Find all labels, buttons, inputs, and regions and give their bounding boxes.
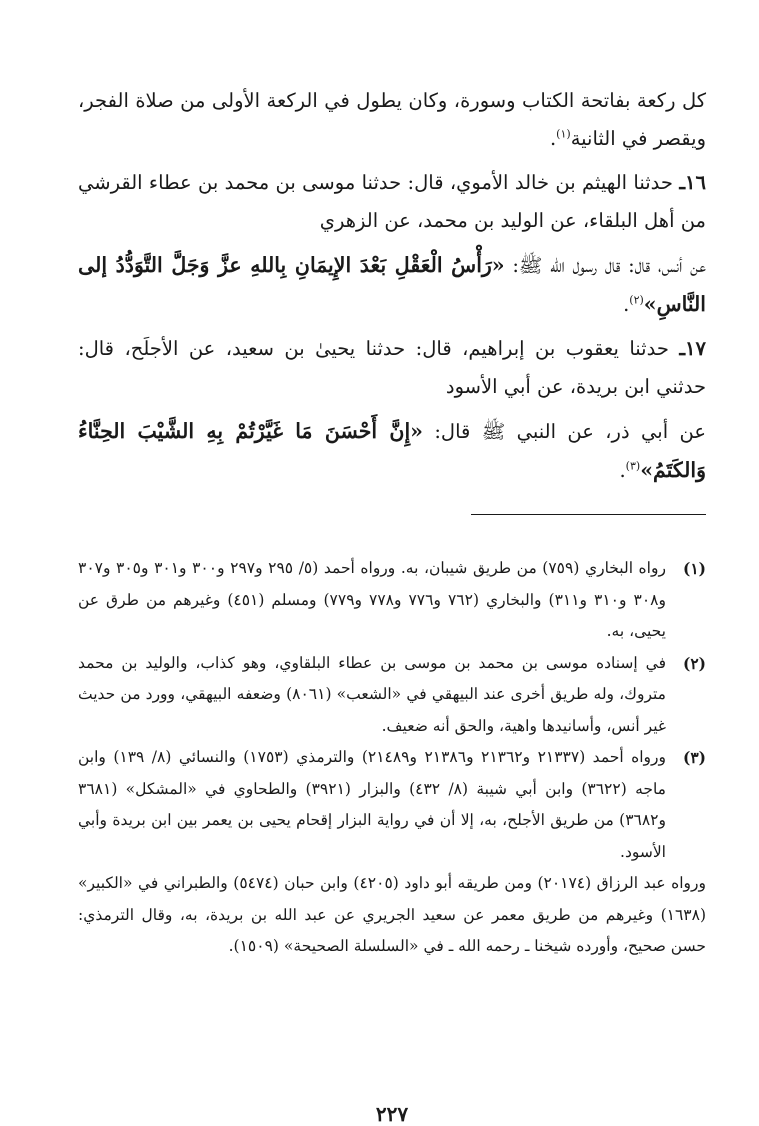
paragraph-text: كل ركعة بفاتحة الكتاب وسورة، وكان يطول في الركعة الأولى من صلاة الفجر، ويقصر في الثانية: [78, 89, 706, 150]
footnote-ref-3[interactable]: (٣): [625, 459, 641, 473]
hadith-17-matn: [78, 412, 706, 490]
footnote-number: (١): [682, 559, 706, 578]
hadith-16-isnad: [78, 164, 706, 240]
hadith-number-17: ١٧ـ: [679, 337, 706, 360]
paragraph-continuation: [78, 82, 706, 158]
footnote-separator: [471, 514, 706, 515]
footnote-text: [78, 742, 666, 868]
footnote-number: (٣): [682, 748, 706, 767]
hadith-16-matn-text: «رَأْسُ الْعَقْلِ بَعْدَ الإِيمَانِ بِاللهِ عزَّ وَجَلَّ التَّوَدُّدُ إلى النَّاسِ»: [78, 253, 706, 316]
hadith-16-isnad-text: حدثنا الهيثم بن خالد الأموي، قال: حدثنا موسى بن محمد بن عطاء القرشي من أهل البلقاء، عن الوليد بن محمد، عن الزهري: [78, 171, 706, 232]
hadith-number-16: ١٦ـ: [679, 171, 706, 194]
footnote-3-continuation: ورواه عبد الرزاق (٢٠١٧٤) ومن طريقه أبو داود (٤٢٠٥) وابن حبان (٥٤٧٤) والطبراني في «الكبير» (١٦٣٨) وغيرهم من طريق معمر عن سعيد الجريري عن عبد الله بن بريدة، به، وقال الترمذي: حسن صحيح، وأورده شيخنا ـ رحمه الله ـ في «السلسلة الصحيحة» (١٥٠٩).: [78, 874, 706, 955]
footnote-3: [78, 742, 706, 868]
footnote-separator-wrap: [78, 504, 706, 535]
footnote-text-part: ورواه أحمد (٢١٣٣٧ و٢١٣٦٢ و٢١٣٨٦ و٢١٤٨٩) والترمذي (١٧٥٣) والنسائي (٨/ ١٣٩) وابن ماجه (٣٦٢٢) وابن أبي شيبة (٨/ ٤٣٢) والبزار (٣٩٢١) والطحاوي في «المشكل» (٣٦٨١ و٣٦٨٢) من طريق الأجلح، به، إلا أن في رواية البزار إقحام يحيى بن يعمر بين ابن بريدة وأبي الأسود.: [78, 748, 666, 861]
footnote-1: [78, 553, 706, 648]
hadith-16-pre: عن أنس، قال: قال رسول الله ﷺ:: [512, 254, 706, 277]
hadith-17-isnad-text: حدثنا يعقوب بن إبراهيم، قال: حدثنا يحيىٰ بن سعيد، عن الأجلَح، قال: حدثني ابن بريدة، عن أبي الأسود: [78, 337, 706, 398]
hadith-17-isnad: [78, 330, 706, 406]
footnote-text: في إسناده موسى بن محمد بن موسى بن عطاء البلقاوي، وهو كذاب، والوليد بن محمد متروك، وله طريق أخرى عند البيهقي في «الشعب» (٨٠٦١) وضعفه البيهقي، وورد من حديث غير أنس، وأسانيدها واهية، والحق أنه ضعيف.: [78, 653, 666, 735]
footnotes: [78, 553, 706, 963]
footnote-2: [78, 648, 706, 743]
hadith-17-pre: عن أبي ذر، عن النبي ﷺ قال:: [434, 420, 706, 443]
main-text: [78, 82, 706, 490]
footnote-text: رواه البخاري (٧٥٩) من طريق شيبان، به. ورواه أحمد (٥/ ٢٩٥ و٢٩٧ و٣٠٠ و٣٠١ و٣٠٥ و٣٠٧ و٣٠٨ و٣١٠ و٣١١) والبخاري (٧٦٢ و٧٧٦ و٧٧٨ و٧٧٩) ومسلم (٤٥١) وغيرهم من طرق عن يحيى، به.: [78, 559, 666, 640]
footnote-ref-2[interactable]: (٢): [629, 293, 644, 307]
footnote-ref-1[interactable]: (١): [556, 127, 571, 141]
period: .: [549, 127, 557, 150]
page-number: ٢٢٧: [375, 1102, 409, 1126]
hadith-17-matn-text: «إِنَّ أَحْسَنَ مَا غَيَّرْتُمْ بِهِ الشَّيْبَ الحِنَّاءُ وَالكَتَمُ»: [78, 419, 706, 482]
period: .: [619, 459, 626, 482]
hadith-16-matn: [78, 246, 706, 324]
footnote-number: (٢): [682, 653, 706, 673]
book-page: [78, 82, 706, 1126]
period: .: [623, 293, 630, 316]
